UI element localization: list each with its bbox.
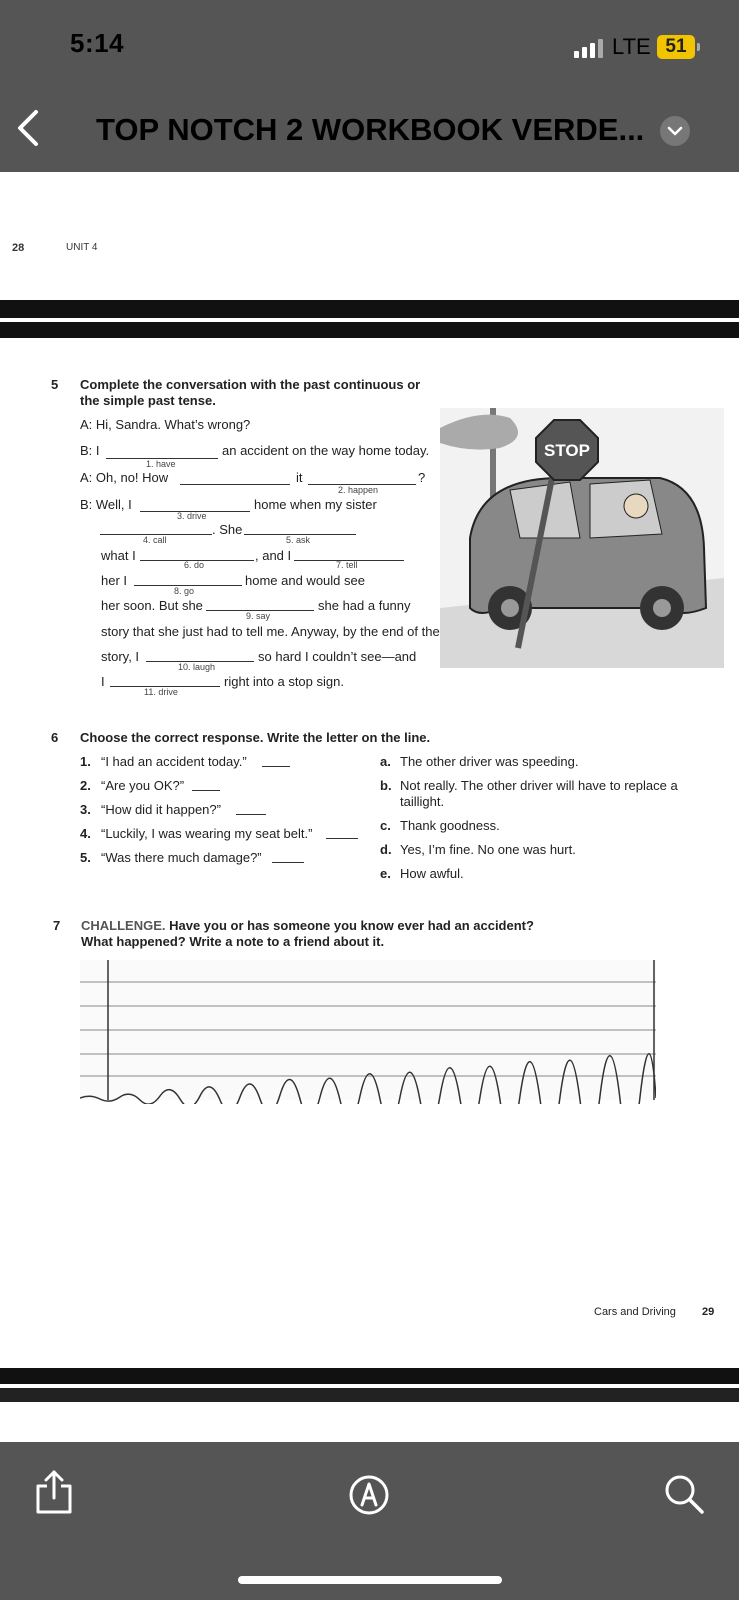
dialogue-line: so hard I couldn’t see—and bbox=[258, 649, 417, 664]
document-title[interactable]: TOP NOTCH 2 WORKBOOK VERDE... bbox=[96, 112, 645, 147]
footer-title: Cars and Driving bbox=[594, 1306, 676, 1318]
exercise-number: 7 bbox=[53, 918, 61, 933]
exercise-number: 6 bbox=[51, 730, 59, 745]
exercise-instruction: Complete the conversation with the past continuous or bbox=[80, 377, 421, 392]
answer-blank[interactable] bbox=[192, 790, 220, 791]
answer-blank[interactable] bbox=[272, 862, 304, 863]
share-icon bbox=[34, 1468, 74, 1516]
status-time: 5:14 bbox=[70, 28, 125, 58]
answer-text: The other driver was speeding. bbox=[400, 754, 579, 769]
search-button[interactable] bbox=[662, 1472, 706, 1516]
writing-area[interactable] bbox=[80, 960, 656, 1104]
dialogue-line: . She bbox=[212, 522, 243, 537]
dialogue-line: B: Well, I bbox=[80, 497, 132, 512]
page-number-right: 29 bbox=[702, 1306, 715, 1318]
verb-hint: 7. tell bbox=[336, 560, 358, 570]
page-separator bbox=[0, 1368, 739, 1384]
answer-text: Not really. The other driver will have to replace a bbox=[400, 778, 678, 793]
dialogue-line: her I bbox=[101, 573, 128, 588]
answer-text: How awful. bbox=[400, 866, 464, 881]
page-separator bbox=[0, 322, 739, 338]
verb-hint: 4. call bbox=[143, 535, 167, 545]
answer-letter: d. bbox=[380, 842, 392, 857]
question-text: “Luckily, I was wearing my seat belt.” bbox=[101, 826, 313, 841]
verb-hint: 11. drive bbox=[144, 687, 178, 697]
challenge-label: CHALLENGE. bbox=[81, 918, 166, 933]
back-button[interactable] bbox=[14, 108, 42, 148]
home-indicator[interactable] bbox=[238, 1576, 502, 1584]
dialogue-line: story, I bbox=[101, 649, 140, 664]
search-icon bbox=[662, 1472, 706, 1516]
verb-hint: 6. do bbox=[184, 560, 205, 570]
dialogue-line: what I bbox=[101, 548, 136, 563]
dialogue-line: she had a funny bbox=[318, 598, 411, 613]
exercise-instruction: Choose the correct response. Write the letter on the line. bbox=[80, 730, 431, 745]
chevron-left-icon bbox=[14, 108, 42, 148]
page-separator bbox=[0, 300, 739, 318]
dialogue-line: her soon. But she bbox=[101, 598, 203, 613]
page-30 bbox=[0, 1402, 739, 1442]
answer-letter: c. bbox=[380, 818, 391, 833]
car-stop-sign-drawing bbox=[440, 408, 724, 668]
dialogue-line: right into a stop sign. bbox=[224, 674, 344, 689]
stop-sign-text: STOP bbox=[544, 441, 590, 460]
answer-text: taillight. bbox=[400, 794, 445, 809]
exercise-instruction bbox=[81, 918, 534, 933]
dialogue-line: home when my sister bbox=[254, 497, 377, 512]
car-accident-illustration bbox=[440, 408, 724, 668]
question-text: “I had an accident today.” bbox=[101, 754, 247, 769]
dialogue-line: A: Hi, Sandra. What’s wrong? bbox=[80, 417, 251, 432]
chevron-down-icon bbox=[660, 116, 690, 146]
question-number: 3. bbox=[80, 802, 91, 817]
exercise-number: 5 bbox=[51, 377, 59, 392]
question-text: “Are you OK?” bbox=[101, 778, 185, 793]
answer-blank[interactable] bbox=[262, 766, 290, 767]
verb-hint: 8. go bbox=[174, 586, 195, 596]
question-number: 1. bbox=[80, 754, 91, 769]
battery-tip bbox=[697, 43, 700, 51]
unit-label: UNIT 4 bbox=[66, 242, 98, 253]
exercise-instruction: What happened? Write a note to a friend about it. bbox=[81, 934, 385, 949]
dialogue-line: home and would see bbox=[245, 573, 365, 588]
dialogue-line: , and I bbox=[255, 548, 292, 563]
share-button[interactable] bbox=[34, 1468, 74, 1516]
answer-letter: b. bbox=[380, 778, 392, 793]
answer-letter: e. bbox=[380, 866, 391, 881]
answer-blank[interactable] bbox=[326, 838, 358, 839]
notepad-lines bbox=[80, 960, 656, 1104]
verb-hint: 1. have bbox=[146, 459, 176, 469]
question-number: 5. bbox=[80, 850, 91, 865]
verb-hint: 9. say bbox=[246, 611, 271, 621]
verb-hint: 5. ask bbox=[286, 535, 311, 545]
answer-blank[interactable] bbox=[236, 814, 266, 815]
network-label: LTE bbox=[612, 34, 651, 59]
page-number-left: 28 bbox=[12, 242, 25, 254]
dialogue-line: it bbox=[296, 470, 303, 485]
exercise-instruction: the simple past tense. bbox=[80, 393, 216, 408]
question-text: “Was there much damage?” bbox=[101, 850, 262, 865]
challenge-question: Have you or has someone you know ever had an accident? bbox=[165, 918, 534, 933]
question-number: 4. bbox=[80, 826, 91, 841]
markup-icon bbox=[348, 1474, 390, 1516]
battery-icon: 51 bbox=[657, 35, 695, 59]
answer-letter: a. bbox=[380, 754, 391, 769]
answer-text: Thank goodness. bbox=[400, 818, 500, 833]
dialogue-line: I bbox=[101, 674, 105, 689]
verb-hint: 2. happen bbox=[338, 485, 379, 495]
verb-hint: 10. laugh bbox=[178, 662, 216, 672]
answer-blank[interactable] bbox=[180, 484, 290, 485]
title-menu-button[interactable] bbox=[660, 116, 690, 146]
verb-hint: 3. drive bbox=[177, 511, 207, 521]
dialogue-line: ? bbox=[418, 470, 426, 485]
dialogue-line: an accident on the way home today. bbox=[222, 443, 430, 458]
dialogue-line: B: I bbox=[80, 443, 100, 458]
signal-icon bbox=[574, 36, 604, 58]
question-number: 2. bbox=[80, 778, 91, 793]
page-28 bbox=[0, 172, 739, 300]
answer-text: Yes, I’m fine. No one was hurt. bbox=[400, 842, 576, 857]
dialogue-line: A: Oh, no! How bbox=[80, 470, 169, 485]
question-text: “How did it happen?” bbox=[101, 802, 221, 817]
markup-button[interactable] bbox=[348, 1474, 390, 1516]
page-separator bbox=[0, 1388, 739, 1402]
dialogue-line: story that she just had to tell me. Anyway, by the end of the bbox=[101, 624, 440, 639]
